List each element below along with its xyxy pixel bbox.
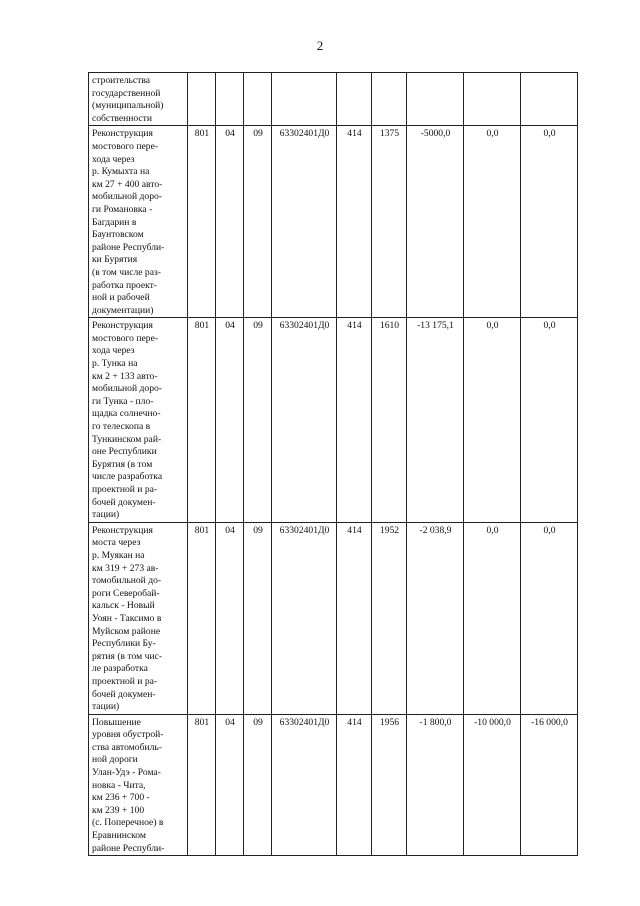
subsection-code: 09 [244,522,272,714]
amount-year-1: -1 800,0 [407,714,464,856]
amount-year-2: 0,0 [464,522,521,714]
amount-year-2: -10 000,0 [464,714,521,856]
object-code: 1952 [372,522,407,714]
item-description: строительства государственной (муниципальной) собственности [89,73,188,126]
amount-year-1: -13 175,1 [407,318,464,523]
expense-type-code [337,73,372,126]
target-article-code [272,73,337,126]
section-code: 04 [216,318,244,523]
amount-year-1 [407,73,464,126]
amount-year-2: 0,0 [464,318,521,523]
target-article-code: 63302401Д0 [272,318,337,523]
table-row [89,318,578,523]
target-article-code: 63302401Д0 [272,522,337,714]
section-code [216,73,244,126]
ministry-code: 801 [188,714,216,856]
amount-year-2 [464,73,521,126]
object-code [372,73,407,126]
ministry-code: 801 [188,318,216,523]
item-description: Реконструкция моста через р. Муякан на км 319 + 273 ав- томобильной до- роги Северобай- кальск - Новый Уоян - Таксимо в Муйском районе Республики Бу- рятия (в том чис- ле разработка проектной и ра- бочей докумен- тации) [89,522,188,714]
table-row [89,522,578,714]
expense-type-code: 414 [337,714,372,856]
ministry-code [188,73,216,126]
subsection-code: 09 [244,714,272,856]
amount-year-1: -2 038,9 [407,522,464,714]
page-number: 2 [316,38,324,53]
amount-year-1: -5000,0 [407,126,464,318]
item-description: Реконструкция мостового пере- хода через р. Кумыхта на км 27 + 400 авто- мобильной доро- ги Романовка - Багдарин в Баунтовском районе Республи- ки Бурятия (в том числе раз- работка проект- ной и рабочей документации) [89,126,188,318]
expense-type-code: 414 [337,318,372,523]
table-row [89,714,578,856]
object-code: 1375 [372,126,407,318]
item-description: Реконструкция мостового пере- хода через р. Тунка на км 2 + 133 авто- мобильной доро- ги Тунка - пло- щадка солнечно- го телескопа в Тункинском рай- оне Республики Бурятия (в том числе разработка проектной и ра- бочей докумен- тации) [89,318,188,523]
table-row [89,126,578,318]
amount-year-3 [521,73,578,126]
target-article-code: 63302401Д0 [272,126,337,318]
amount-year-3: 0,0 [521,318,578,523]
table-row [89,73,578,126]
ministry-code: 801 [188,126,216,318]
amount-year-3: -16 000,0 [521,714,578,856]
subsection-code [244,73,272,126]
section-code: 04 [216,126,244,318]
amount-year-3: 0,0 [521,522,578,714]
section-code: 04 [216,714,244,856]
subsection-code: 09 [244,126,272,318]
item-description: Повышение уровня обустрой- ства автомобиль- ной дороги Улан-Удэ - Рома- новка - Чита, км 236 + 700 - км 239 + 100 (с. Поперечное) в Еравнинском районе Республи- [89,714,188,856]
subsection-code: 09 [244,318,272,523]
amount-year-2: 0,0 [464,126,521,318]
target-article-code: 63302401Д0 [272,714,337,856]
object-code: 1610 [372,318,407,523]
expense-type-code: 414 [337,126,372,318]
object-code: 1956 [372,714,407,856]
expense-type-code: 414 [337,522,372,714]
ministry-code: 801 [188,522,216,714]
section-code: 04 [216,522,244,714]
budget-table [88,72,578,856]
amount-year-3: 0,0 [521,126,578,318]
